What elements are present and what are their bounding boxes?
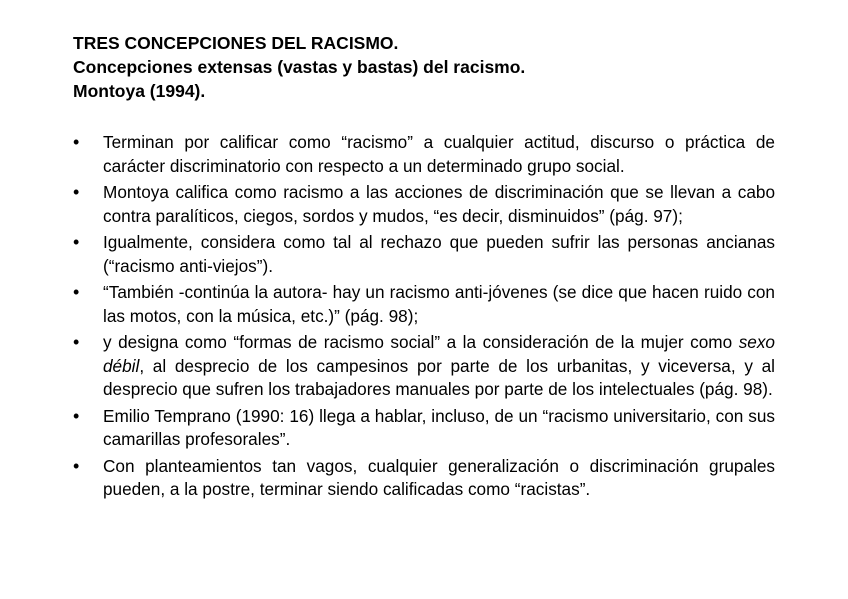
bullet-icon: • [73, 332, 80, 352]
slide-title: TRES CONCEPCIONES DEL RACISMO. [73, 33, 399, 53]
bullet-text [103, 331, 775, 402]
bullet-icon: • [73, 182, 80, 202]
bullet-icon: • [73, 455, 80, 476]
list-item [73, 181, 775, 228]
bullet-icon: • [73, 232, 80, 252]
bullet-text: Montoya califica como racismo a las acciones de discriminación que se llevan a cabo contra paralíticos, ciegos, sordos y mudos, “es decir, disminuidos” (pág. 97); [103, 182, 775, 226]
list-item [73, 405, 775, 452]
slide-author-citation: Montoya (1994). [73, 81, 206, 101]
bullet-text: Terminan por calificar como “racismo” a cualquier actitud, discurso o práctica de carácter discriminatorio con respecto a un determinado grupo social. [103, 132, 775, 176]
emphasized-phrase: sexo débil [103, 332, 775, 376]
bullet-icon: • [73, 132, 80, 152]
bullet-text: Igualmente, considera como tal al rechazo que pueden sufrir las personas ancianas (“racismo anti-viejos”). [103, 232, 775, 276]
bullet-text: Con planteamientos tan vagos, cualquier generalización o discriminación grupales pueden, a la postre, terminar siendo calificadas como “racistas”. [103, 455, 775, 499]
bullet-list [73, 131, 775, 505]
slide-subtitle: Concepciones extensas (vastas y bastas) del racismo. [73, 57, 526, 77]
slide-heading [73, 31, 773, 103]
bullet-text: Emilio Temprano (1990: 16) llega a hablar, incluso, de un “racismo universitario, con sus camarillas profesorales”. [103, 405, 775, 449]
bullet-text-part: y designa como “formas de racismo social” a la consideración de la mujer como [103, 332, 739, 352]
list-item [73, 281, 775, 328]
list-item [73, 131, 775, 178]
bullet-icon: • [73, 405, 80, 426]
bullet-text: “También -continúa la autora- hay un racismo anti-jóvenes (se dice que hacen ruido con las motos, con la música, etc.)” (pág. 98); [103, 282, 775, 326]
list-item [73, 455, 775, 502]
bullet-icon: • [73, 282, 80, 302]
bullet-text-part: , al desprecio de los campesinos por parte de los urbanitas, y viceversa, y al desprecio que sufren los trabajadores manuales por parte de los intelectuales (pág. 98). [103, 355, 775, 399]
list-item [73, 331, 775, 402]
list-item [73, 231, 775, 278]
